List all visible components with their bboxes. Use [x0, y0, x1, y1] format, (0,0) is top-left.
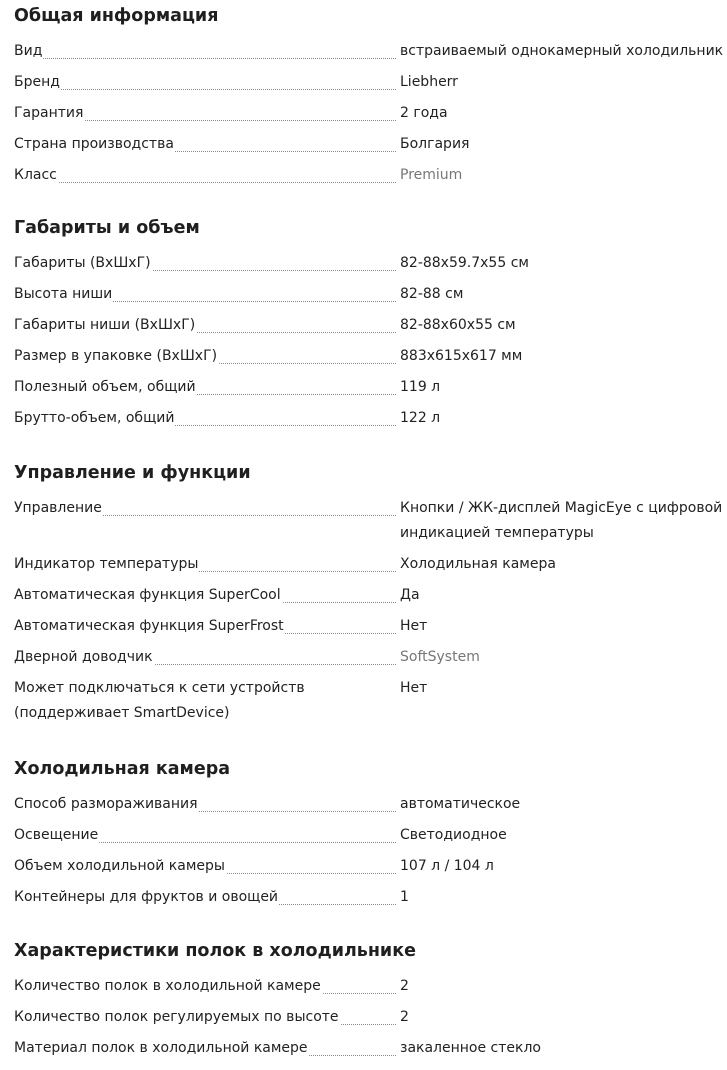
spec-label-text: Может подключаться к сети устройств (поддерживает SmartDevice)	[14, 680, 305, 721]
spec-value: автоматическое	[400, 796, 521, 812]
spec-row	[14, 611, 727, 642]
spec-value: Да	[400, 587, 420, 603]
spec-label-text: Объем холодильной камеры	[14, 858, 225, 874]
spec-label-text: Вид	[14, 43, 43, 59]
spec-row	[14, 310, 727, 341]
spec-label	[14, 344, 396, 369]
spec-list	[14, 789, 727, 913]
section-title: Управление и функции	[14, 463, 251, 483]
spec-row	[14, 67, 727, 98]
spec-label-text: Дверной доводчик	[14, 649, 153, 665]
spec-value: 119 л	[400, 379, 441, 395]
spec-value: 122 л	[400, 410, 441, 426]
spec-row	[14, 882, 727, 913]
section-controls-functions	[14, 459, 727, 729]
spec-row	[14, 403, 727, 434]
section-title: Холодильная камера	[14, 759, 231, 779]
spec-label	[14, 70, 396, 95]
section-title: Характеристики полок в холодильнике	[14, 941, 416, 961]
section-dimensions-volume	[14, 214, 727, 434]
spec-value: SoftSystem	[400, 649, 480, 665]
spec-row	[14, 248, 727, 279]
spec-label-text: Размер в упаковке (ВхШхГ)	[14, 348, 218, 364]
spec-label-text: Автоматическая функция SuperFrost	[14, 618, 284, 634]
spec-label-text: Страна производства	[14, 136, 174, 152]
spec-label	[14, 614, 396, 639]
spec-label-text: Способ размораживания	[14, 796, 198, 812]
spec-value: 2	[400, 1009, 409, 1025]
spec-value: Нет	[400, 618, 428, 634]
spec-label	[14, 1005, 396, 1030]
spec-value: Холодильная камера	[400, 556, 556, 572]
spec-label-text: Габариты (ВхШхГ)	[14, 255, 151, 271]
spec-label-text: Полезный объем, общий	[14, 379, 196, 395]
spec-label	[14, 282, 396, 307]
spec-value: Liebherr	[400, 74, 458, 90]
spec-row	[14, 851, 727, 882]
spec-row	[14, 580, 727, 611]
spec-label	[14, 1036, 396, 1061]
spec-label-text: Высота ниши	[14, 286, 113, 302]
spec-value: Кнопки / ЖК-дисплей MagicEye с цифровой индикацией температуры	[400, 500, 723, 541]
spec-list	[14, 971, 727, 1064]
spec-value: Нет	[400, 680, 428, 696]
spec-value: встраиваемый однокамерный холодильник	[400, 43, 724, 59]
spec-label	[14, 583, 396, 608]
spec-value: Светодиодное	[400, 827, 507, 843]
spec-value: 2	[400, 978, 409, 994]
spec-value: 82-88x60x55 см	[400, 317, 516, 333]
spec-label	[14, 854, 396, 879]
spec-label-text: Бренд	[14, 74, 60, 90]
spec-value: 107 л / 104 л	[400, 858, 494, 874]
spec-label-text: Контейнеры для фруктов и овощей	[14, 889, 279, 905]
spec-label-text: Освещение	[14, 827, 99, 843]
spec-label	[14, 163, 396, 188]
section-title: Габариты и объем	[14, 218, 200, 238]
spec-label-text: Гарантия	[14, 105, 84, 121]
spec-value: 82-88x59.7x55 см	[400, 255, 529, 271]
spec-label	[14, 313, 396, 338]
spec-row	[14, 129, 727, 160]
spec-row	[14, 642, 727, 673]
spec-label	[14, 101, 396, 126]
spec-label	[14, 645, 396, 670]
spec-value: 82-88 см	[400, 286, 464, 302]
spec-label-text: Брутто-объем, общий	[14, 410, 175, 426]
spec-row	[14, 549, 727, 580]
spec-row	[14, 789, 727, 820]
spec-label-text: Индикатор температуры	[14, 556, 199, 572]
spec-label-text: Количество полок в холодильной камере	[14, 978, 321, 994]
spec-label	[14, 132, 396, 157]
spec-label	[14, 792, 396, 817]
spec-label	[14, 823, 396, 848]
section-fridge-compartment	[14, 755, 727, 913]
spec-label	[14, 974, 396, 999]
spec-row	[14, 673, 727, 729]
spec-list	[14, 493, 727, 729]
spec-value: 883x615x617 мм	[400, 348, 523, 364]
spec-row	[14, 1033, 727, 1064]
spec-label	[14, 251, 396, 276]
spec-label-text: Управление	[14, 500, 102, 516]
section-shelves	[14, 937, 727, 1064]
spec-value: 1	[400, 889, 409, 905]
spec-row	[14, 279, 727, 310]
spec-label-text: Класс	[14, 167, 57, 183]
spec-row	[14, 98, 727, 129]
spec-label	[14, 885, 396, 910]
spec-label	[14, 496, 396, 521]
spec-row	[14, 160, 727, 191]
spec-label-text: Габариты ниши (ВхШхГ)	[14, 317, 196, 333]
spec-row	[14, 341, 727, 372]
spec-row	[14, 372, 727, 403]
spec-value: закаленное стекло	[400, 1040, 541, 1056]
spec-row	[14, 36, 727, 67]
spec-value: Болгария	[400, 136, 470, 152]
spec-row	[14, 1002, 727, 1033]
spec-row	[14, 493, 727, 549]
spec-value: Premium	[400, 167, 463, 183]
spec-list	[14, 248, 727, 434]
spec-label	[14, 676, 396, 726]
spec-label-text: Количество полок регулируемых по высоте	[14, 1009, 339, 1025]
spec-label	[14, 39, 396, 64]
spec-label	[14, 406, 396, 431]
spec-label	[14, 552, 396, 577]
spec-value: 2 года	[400, 105, 448, 121]
spec-label-text: Автоматическая функция SuperCool	[14, 587, 281, 603]
spec-label-text: Материал полок в холодильной камере	[14, 1040, 308, 1056]
spec-row	[14, 971, 727, 1002]
spec-label	[14, 375, 396, 400]
spec-list	[14, 36, 727, 191]
spec-row	[14, 820, 727, 851]
section-general-info	[14, 2, 727, 191]
section-title: Общая информация	[14, 6, 219, 26]
